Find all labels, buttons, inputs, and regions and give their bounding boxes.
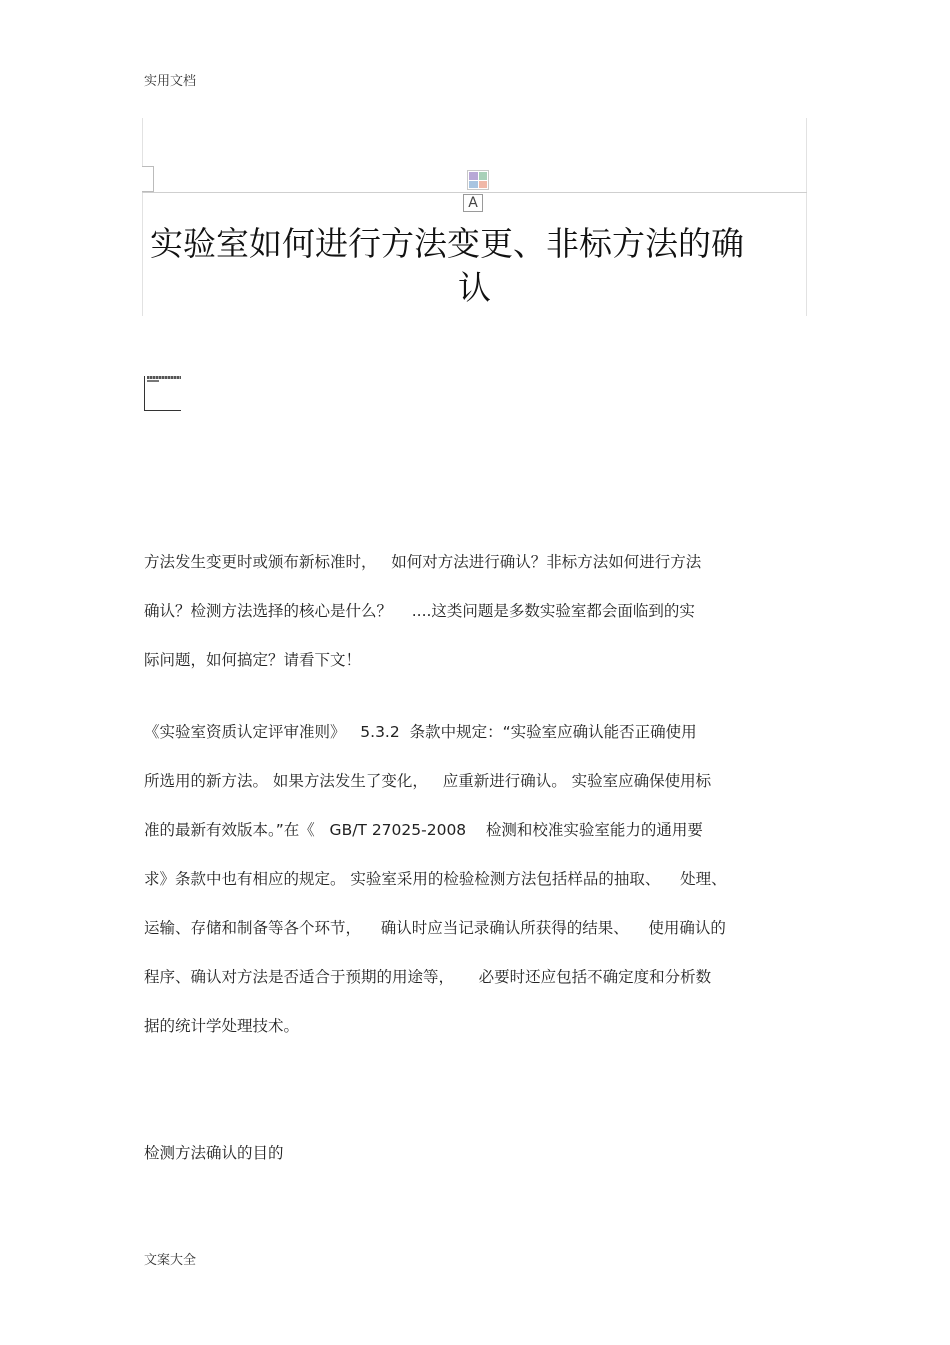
document-title: [150, 222, 800, 310]
page-header: 实用文档: [144, 74, 197, 89]
regulation-line-7: 据的统计学处理技术。: [144, 1017, 300, 1035]
broken-image-icon: [144, 376, 181, 411]
document-title-line-1: 实验室如何进行方法变更、非标方法的确: [150, 224, 744, 263]
title-frame-divider: [142, 192, 807, 193]
page-footer: 文案大全: [144, 1253, 197, 1268]
regulation-line-4: 求》条款中也有相应的规定。 实验室采用的检验检测方法包括样品的抽取、 处理、: [144, 870, 727, 888]
title-frame-left-border: [142, 118, 143, 316]
intro-line-1: 方法发生变更时或颁布新标准时， 如何对方法进行确认？非标方法如何进行方法: [144, 553, 702, 571]
regulation-line-6: 程序、确认对方法是否适合于预期的用途等， 必要时还应包括不确定度和分析数: [144, 968, 712, 986]
document-title-line-2: 认: [458, 268, 491, 307]
regulation-line-3: 准的最新有效版本。”在《 GB/T 27025-2008 检测和校准实验室能力的通用要: [144, 821, 703, 839]
section-heading: 检测方法确认的目的: [144, 1144, 284, 1162]
image-placeholder-icon: [467, 170, 489, 190]
intro-line-3: 际问题，如何搞定？请看下文！: [144, 651, 362, 669]
intro-line-2: 确认？检测方法选择的核心是什么？ ....这类问题是多数实验室都会面临到的实: [144, 602, 695, 620]
title-frame-anchor: [142, 166, 154, 192]
text-box-icon: A: [463, 194, 483, 212]
regulation-paragraph: [144, 708, 809, 1051]
regulation-line-5: 运输、存储和制备等各个环节， 确认时应当记录确认所获得的结果、 使用确认的: [144, 919, 726, 937]
regulation-line-2: 所选用的新方法。 如果方法发生了变化， 应重新进行确认。 实验室应确保使用标: [144, 772, 712, 790]
regulation-line-1: 《实验室资质认定评审准则》 5.3.2 条款中规定：“实验室应确认能否正确使用: [144, 723, 697, 741]
intro-paragraph: [144, 538, 809, 685]
title-frame-right-border: [806, 118, 807, 316]
